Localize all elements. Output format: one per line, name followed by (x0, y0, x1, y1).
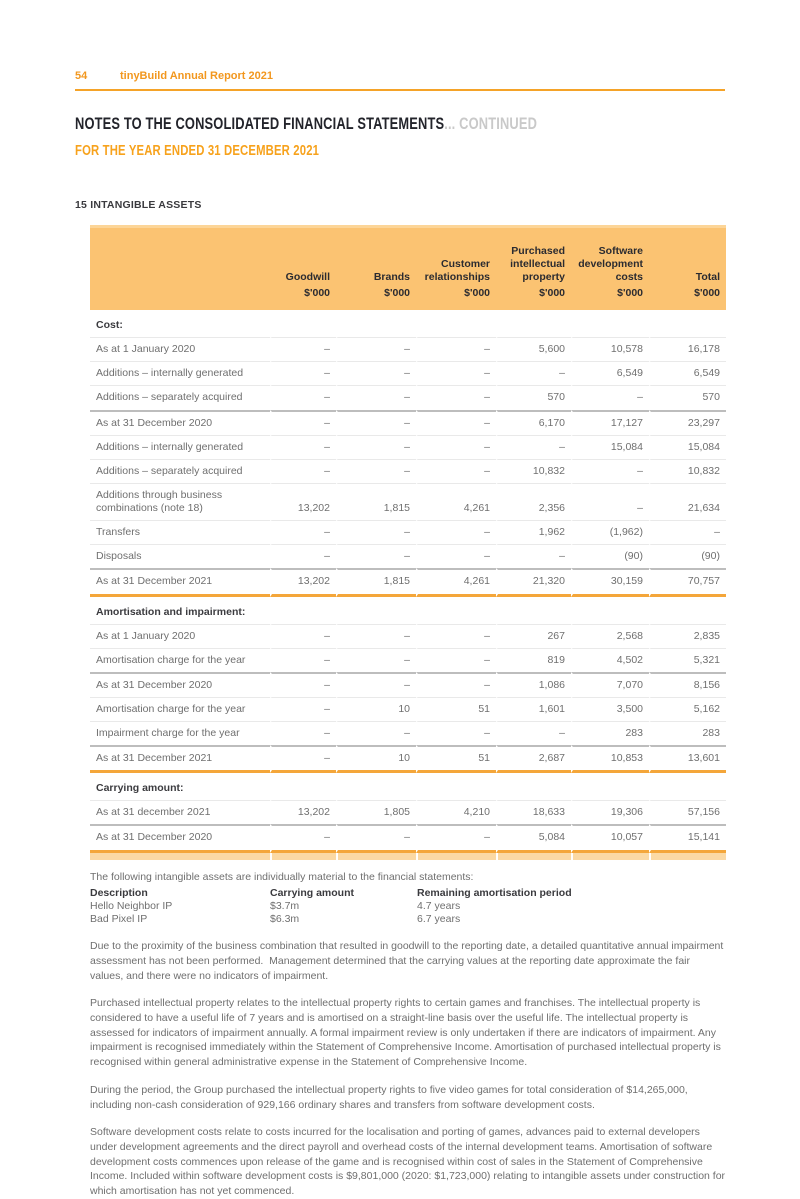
cell-value: 6,170 (496, 410, 571, 435)
cell-value: 16,178 (649, 337, 726, 361)
cell-value: 15,141 (649, 824, 726, 852)
cell-value: 13,202 (270, 800, 336, 824)
units-cell: $'000 (270, 284, 336, 310)
cell-value: – (416, 361, 496, 385)
units-row (90, 284, 726, 310)
cell-value: 3,500 (571, 697, 649, 721)
cell-value: 1,601 (496, 697, 571, 721)
paragraph: During the period, the Group purchased the intellectual property rights to five video games for total consideration of $14,265,000, including non-cash consideration of 929,166 ordinary shares and transfers from software development costs. (90, 1083, 691, 1111)
material-asset-row (90, 900, 657, 913)
row-label: Disposals (90, 544, 270, 568)
cell-value: 819 (496, 648, 571, 672)
cell-value: 5,321 (649, 648, 726, 672)
cell-value: (1,962) (571, 520, 649, 544)
table-row (90, 483, 726, 520)
cell-value: – (336, 624, 416, 648)
report-title: tinyBuild Annual Report 2021 (120, 70, 274, 82)
cell-value: 15,084 (571, 435, 649, 459)
cell-value: – (416, 435, 496, 459)
table-row (90, 361, 726, 385)
row-label: Amortisation charge for the year (90, 697, 270, 721)
band-cell (270, 853, 336, 860)
section-title: Amortisation and impairment: (96, 605, 246, 618)
cell-value: – (496, 361, 571, 385)
material-assets-column-header: Description (90, 886, 148, 899)
cell-value: 19,306 (571, 800, 649, 824)
table-row (90, 672, 726, 697)
row-label: As at 31 December 2020 (90, 824, 270, 852)
material-asset-cell: 6.7 years (417, 913, 461, 926)
cell-value: 1,962 (496, 520, 571, 544)
table-row (90, 568, 726, 596)
cell-value: (90) (571, 544, 649, 568)
cell-value: 6,549 (571, 361, 649, 385)
row-label: Additions – internally generated (90, 361, 270, 385)
cell-value: 18,633 (496, 800, 571, 824)
table-row (90, 721, 726, 745)
cell-value: – (336, 520, 416, 544)
cell-value: – (270, 385, 336, 409)
table-row (90, 624, 726, 648)
cell-value: – (336, 544, 416, 568)
column-header: Customer relationships (416, 225, 496, 284)
cell-value: 1,805 (336, 800, 416, 824)
cell-value: 4,210 (416, 800, 496, 824)
cell-value: – (270, 520, 336, 544)
column-header: Total (649, 225, 726, 284)
cell-value: – (416, 648, 496, 672)
cell-value: 23,297 (649, 410, 726, 435)
table-row (90, 520, 726, 544)
cell-value: 4,261 (416, 483, 496, 520)
cell-value: 5,162 (649, 697, 726, 721)
section-header-row (90, 597, 726, 624)
note-paragraphs (90, 939, 726, 1198)
cell-value: 1,815 (336, 483, 416, 520)
cell-value: – (336, 721, 416, 745)
cell-value: 21,320 (496, 568, 571, 596)
cell-value: 10,578 (571, 337, 649, 361)
table-bottom-band (90, 853, 726, 860)
row-label: Transfers (90, 520, 270, 544)
cell-value: – (270, 624, 336, 648)
cell-value: 570 (649, 385, 726, 409)
cell-value: – (336, 824, 416, 852)
material-asset-row (90, 913, 657, 926)
material-assets-column-header: Carrying amount (270, 886, 355, 899)
page-header (75, 70, 725, 82)
cell-value: – (571, 385, 649, 409)
cell-value: – (336, 435, 416, 459)
cell-value: 15,084 (649, 435, 726, 459)
row-label: As at 31 December 2020 (90, 672, 270, 697)
cell-value: 10,057 (571, 824, 649, 852)
cell-value: – (270, 459, 336, 483)
units-cell: $'000 (649, 284, 726, 310)
column-header: Software development costs (571, 225, 649, 284)
table-row (90, 800, 726, 824)
cell-value: 2,356 (496, 483, 571, 520)
band-cell (649, 853, 726, 860)
notes-title (75, 115, 582, 134)
material-asset-cell: $3.7m (270, 900, 300, 913)
cell-value: – (336, 648, 416, 672)
cell-value: 13,202 (270, 568, 336, 596)
cell-value: – (416, 544, 496, 568)
cell-value: 10,832 (496, 459, 571, 483)
material-asset-cell: 4.7 years (417, 900, 461, 913)
material-assets-column-header: Remaining amortisation period (417, 886, 572, 899)
row-label: As at 31 december 2021 (90, 800, 270, 824)
cell-value: 5,084 (496, 824, 571, 852)
notes-title-continued: ... CONTINUED (444, 115, 538, 133)
cell-value: – (416, 624, 496, 648)
table-row (90, 435, 726, 459)
note-content (90, 225, 726, 1199)
row-label: Additions – internally generated (90, 435, 270, 459)
table-row (90, 824, 726, 852)
cell-value: – (270, 410, 336, 435)
paragraph: Due to the proximity of the business combination that resulted in goodwill to the reporting date, a detailed quantitative annual impairment assessment has not been performed. Management determined that the carrying values at the reporting date approximate the fair values, and there were no indicators of impairment. (90, 940, 727, 982)
cell-value: – (649, 520, 726, 544)
cell-value: 2,835 (649, 624, 726, 648)
cell-value: – (270, 745, 336, 773)
cell-value: 21,634 (649, 483, 726, 520)
table-row (90, 697, 726, 721)
paragraph: Software development costs relate to costs incurred for the localisation and porting of games, advances paid to external developers under development agreements and the direct payroll and overhead costs of the internal development teams. Amortisation of software development costs commences upon release of the game and is recognised within cost of sales in the Statement of Comprehensive Income. Included within software development costs is $9,801,000 (2020: $1,723,000) relating to intangible assets under construction for which amortisation has not yet commenced. (90, 1126, 728, 1197)
cell-value: 5,600 (496, 337, 571, 361)
material-asset-cell: Hello Neighbor IP (90, 900, 173, 913)
row-label: Additions through business combinations (note 18) (90, 483, 270, 520)
cell-value: – (571, 483, 649, 520)
notes-title-text: NOTES TO THE CONSOLIDATED FINANCIAL STATEMENTS (75, 115, 445, 133)
cell-value: 570 (496, 385, 571, 409)
units-cell: $'000 (336, 284, 416, 310)
cell-value: – (416, 337, 496, 361)
band-cell (336, 853, 416, 860)
cell-value: – (336, 337, 416, 361)
band-cell (571, 853, 649, 860)
cell-value: – (270, 337, 336, 361)
units-cell: $'000 (571, 284, 649, 310)
cell-value: 267 (496, 624, 571, 648)
cell-value: – (336, 672, 416, 697)
row-label: Additions – separately acquired (90, 459, 270, 483)
note-heading: 15 INTANGIBLE ASSETS (75, 199, 202, 211)
cell-value: 10,853 (571, 745, 649, 773)
cell-value: 283 (649, 721, 726, 745)
table-corner (90, 225, 270, 284)
cell-value: – (336, 385, 416, 409)
cell-value: – (336, 459, 416, 483)
units-cell: $'000 (416, 284, 496, 310)
row-label: As at 1 January 2020 (90, 337, 270, 361)
section-header-row (90, 310, 726, 337)
band-cell (496, 853, 571, 860)
cell-value: 1,815 (336, 568, 416, 596)
intangibles-table (90, 225, 726, 860)
cell-value: – (496, 435, 571, 459)
cell-value: 10,832 (649, 459, 726, 483)
cell-value: 13,601 (649, 745, 726, 773)
cell-value: – (270, 697, 336, 721)
period-subtitle: FOR THE YEAR ENDED 31 DECEMBER 2021 (75, 143, 320, 159)
material-assets-table (90, 887, 657, 926)
cell-value: 7,070 (571, 672, 649, 697)
column-header-row (90, 225, 726, 284)
row-label: As at 31 December 2020 (90, 410, 270, 435)
table-row (90, 648, 726, 672)
cell-value: 6,549 (649, 361, 726, 385)
cell-value: – (270, 435, 336, 459)
header-rule (75, 89, 725, 91)
cell-value: 51 (416, 745, 496, 773)
table-row (90, 745, 726, 773)
cell-value: 4,261 (416, 568, 496, 596)
cell-value: – (336, 361, 416, 385)
cell-value: 70,757 (649, 568, 726, 596)
cell-value: 2,687 (496, 745, 571, 773)
cell-value: 57,156 (649, 800, 726, 824)
cell-value: 2,568 (571, 624, 649, 648)
cell-value: 8,156 (649, 672, 726, 697)
row-label: As at 31 December 2021 (90, 568, 270, 596)
cell-value: 13,202 (270, 483, 336, 520)
section-title: Carrying amount: (96, 782, 184, 795)
row-label: As at 31 December 2021 (90, 745, 270, 773)
row-label: Amortisation charge for the year (90, 648, 270, 672)
band-cell (416, 853, 496, 860)
cell-value: – (416, 721, 496, 745)
material-asset-cell: Bad Pixel IP (90, 913, 148, 926)
row-label: As at 1 January 2020 (90, 624, 270, 648)
row-label: Additions – separately acquired (90, 385, 270, 409)
cell-value: 51 (416, 697, 496, 721)
cell-value: – (336, 410, 416, 435)
page-number: 54 (75, 70, 88, 82)
column-header: Brands (336, 225, 416, 284)
cell-value: – (416, 410, 496, 435)
cell-value: – (496, 544, 571, 568)
units-corner (90, 284, 270, 310)
table-row (90, 459, 726, 483)
cell-value: – (270, 648, 336, 672)
cell-value: 1,086 (496, 672, 571, 697)
row-label: Impairment charge for the year (90, 721, 270, 745)
table-row (90, 385, 726, 409)
cell-value: – (416, 385, 496, 409)
cell-value: – (270, 672, 336, 697)
column-header: Purchased intellectual property (496, 225, 571, 284)
cell-value: 30,159 (571, 568, 649, 596)
cell-value: – (270, 824, 336, 852)
table-row (90, 410, 726, 435)
cell-value: – (416, 520, 496, 544)
table-row (90, 337, 726, 361)
section-header-row (90, 773, 726, 800)
section-title: Cost: (96, 319, 123, 332)
band-cell (90, 853, 270, 860)
cell-value: – (416, 672, 496, 697)
cell-value: 17,127 (571, 410, 649, 435)
cell-value: 10 (336, 697, 416, 721)
cell-value: (90) (649, 544, 726, 568)
units-cell: $'000 (496, 284, 571, 310)
cell-value: 10 (336, 745, 416, 773)
cell-value: – (416, 824, 496, 852)
cell-value: – (270, 361, 336, 385)
cell-value: – (571, 459, 649, 483)
material-assets-header-row (90, 887, 657, 900)
column-header: Goodwill (270, 225, 336, 284)
material-asset-cell: $6.3m (270, 913, 300, 926)
cell-value: – (416, 459, 496, 483)
paragraph: Purchased intellectual property relates to the intellectual property rights to certain games and franchises. The intellectual property is considered to have a useful life of 7 years and is amortised on a straight-line basis over the useful life. The intellectual property is assessed for indicators of impairment annually. A formal impairment review is only undertaken if there are indicators of impairment. Any impairment is recognised immediately within the Statement of Comprehensive Income. Amortisation of purchased intellectual property is recognised within general administrative expense in the Statement of Comprehensive Income. (90, 997, 724, 1069)
cell-value: – (270, 721, 336, 745)
table-row (90, 544, 726, 568)
cell-value: – (270, 544, 336, 568)
cell-value: – (496, 721, 571, 745)
cell-value: 4,502 (571, 648, 649, 672)
cell-value: 283 (571, 721, 649, 745)
material-assets-intro: The following intangible assets are individually material to the financial statements: (90, 870, 474, 883)
